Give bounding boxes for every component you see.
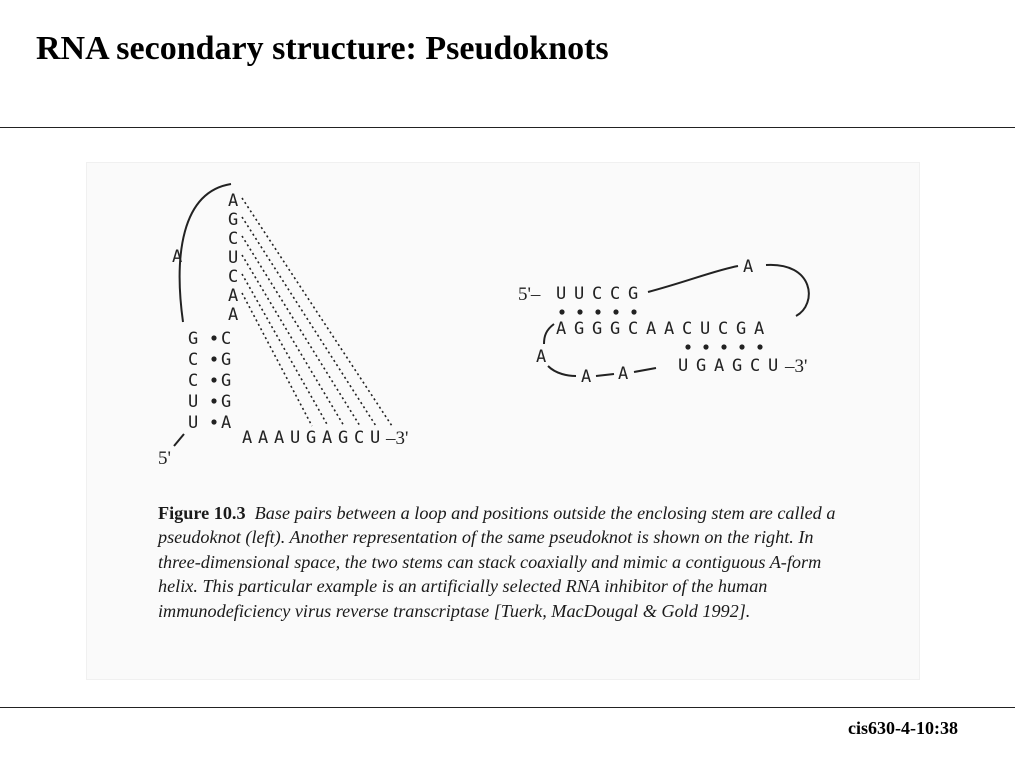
loop-letter-top: A [743, 257, 754, 277]
pair-dot [613, 309, 618, 314]
stem-left-nt: U [188, 413, 199, 433]
slide-title: RNA secondary structure: Pseudoknots [36, 30, 609, 67]
middle-strand-nt: A [646, 319, 657, 339]
stem-left-nt: C [188, 371, 199, 391]
three-prime-label: –3' [785, 356, 808, 377]
top-pair-dots [559, 309, 636, 314]
bottom-strand-nt: G [732, 356, 743, 376]
tail-nt: A [322, 428, 333, 448]
loop-nt: C [228, 267, 239, 287]
pair-dot [703, 344, 708, 349]
footer-divider [0, 707, 1015, 708]
loop-arc [180, 184, 231, 322]
left-loop-letter: A [581, 367, 592, 387]
tail-nt: C [354, 428, 365, 448]
pair-dot [211, 419, 216, 424]
tail-nt: A [274, 428, 285, 448]
textbook-figure [86, 162, 920, 680]
slide-number: cis630-4-10:38 [848, 718, 958, 738]
middle-strand-nt: G [610, 319, 621, 339]
loop-nt: A [228, 286, 239, 306]
pseudoknot-pair-lines [242, 198, 392, 426]
five-prime-tick [174, 434, 184, 446]
bottom-strand-nt: U [768, 356, 779, 376]
figure-caption [158, 501, 838, 623]
bottom-strand-nt: C [750, 356, 761, 376]
pair-line [242, 255, 344, 426]
pair-line [242, 217, 376, 426]
top-strand-nt: C [610, 284, 621, 304]
tail-nt: G [306, 428, 317, 448]
connector-line [548, 366, 576, 376]
loop-letter: A [172, 247, 183, 267]
tail-nt: U [290, 428, 301, 448]
pair-dot [559, 309, 564, 314]
bottom-strand-nt: U [678, 356, 689, 376]
middle-strand-nt: G [736, 319, 747, 339]
middle-strand-nt: A [664, 319, 675, 339]
stem-pairs [188, 329, 231, 433]
loop-nt: G [228, 210, 239, 230]
pair-line [242, 274, 328, 426]
connector-line [544, 324, 554, 344]
tail-nt: G [338, 428, 349, 448]
bottom-strand-nt: A [714, 356, 725, 376]
title-divider [0, 127, 1015, 128]
pair-line [242, 236, 360, 426]
pair-dot [211, 356, 216, 361]
caption-label: Figure 10.3 [158, 503, 246, 523]
five-prime-label: 5' [158, 448, 171, 469]
pseudoknot-diagram [86, 162, 920, 492]
pseudoknot-left [158, 184, 408, 469]
bottom-pair-dots [685, 344, 762, 349]
pair-dot [211, 377, 216, 382]
stem-right-nt: G [221, 350, 232, 370]
pair-dot [577, 309, 582, 314]
pair-dot [685, 344, 690, 349]
caption-text: Base pairs between a loop and positions outside the enclosing stem are called a pseudoknot (left). Another representation of the same pseudoknot is shown on the right. In three-dimensional space, the two stems can stack coaxially and mimic a contiguous A-form helix. This particular example is an artificially selected RNA inhibitor of the human immunodeficiency virus reverse transcriptase [Tuerk, MacDougal & Gold 1992]. [158, 503, 836, 621]
stem-right-nt: C [221, 329, 232, 349]
pair-dot [211, 335, 216, 340]
tail-nt: A [258, 428, 269, 448]
middle-strand-nt: C [628, 319, 639, 339]
connector-line [648, 266, 738, 292]
pair-line [242, 293, 312, 426]
loop-nt: U [228, 248, 239, 268]
connector-arc [766, 265, 809, 316]
stem-left-nt: C [188, 350, 199, 370]
stem-left-nt: G [188, 329, 199, 349]
loop-nt: C [228, 229, 239, 249]
pair-dot [595, 309, 600, 314]
pair-dot [631, 309, 636, 314]
pair-dot [721, 344, 726, 349]
middle-strand-nt: A [754, 319, 765, 339]
loop-nt: A [228, 305, 239, 325]
middle-strand-nt: G [592, 319, 603, 339]
tail-nt: U [370, 428, 381, 448]
stem-right-nt: G [221, 392, 232, 412]
middle-strand-nt: C [682, 319, 693, 339]
middle-strand-nt: A [556, 319, 567, 339]
loop-nt: A [228, 191, 239, 211]
pair-dot [211, 398, 216, 403]
stem-right-nt: G [221, 371, 232, 391]
bottom-strand-nt: G [696, 356, 707, 376]
connector-line [634, 368, 656, 372]
connector-line [596, 374, 614, 376]
stem-left-nt: U [188, 392, 199, 412]
top-strand-nt: U [574, 284, 585, 304]
five-prime-label: 5'– [518, 284, 541, 305]
left-loop-letter: A [536, 347, 547, 367]
stem-right-nt: A [221, 413, 232, 433]
pair-dot [739, 344, 744, 349]
pair-line [242, 198, 392, 426]
top-strand-nt: G [628, 284, 639, 304]
left-loop-letter: A [618, 364, 629, 384]
top-strand-nt: U [556, 284, 567, 304]
pair-dot [757, 344, 762, 349]
middle-strand-nt: G [574, 319, 585, 339]
middle-strand-nt: C [718, 319, 729, 339]
three-prime-label: –3' [386, 428, 409, 449]
tail-nt: A [242, 428, 253, 448]
pseudoknot-right [518, 257, 809, 387]
top-strand-nt: C [592, 284, 603, 304]
middle-strand-nt: U [700, 319, 711, 339]
